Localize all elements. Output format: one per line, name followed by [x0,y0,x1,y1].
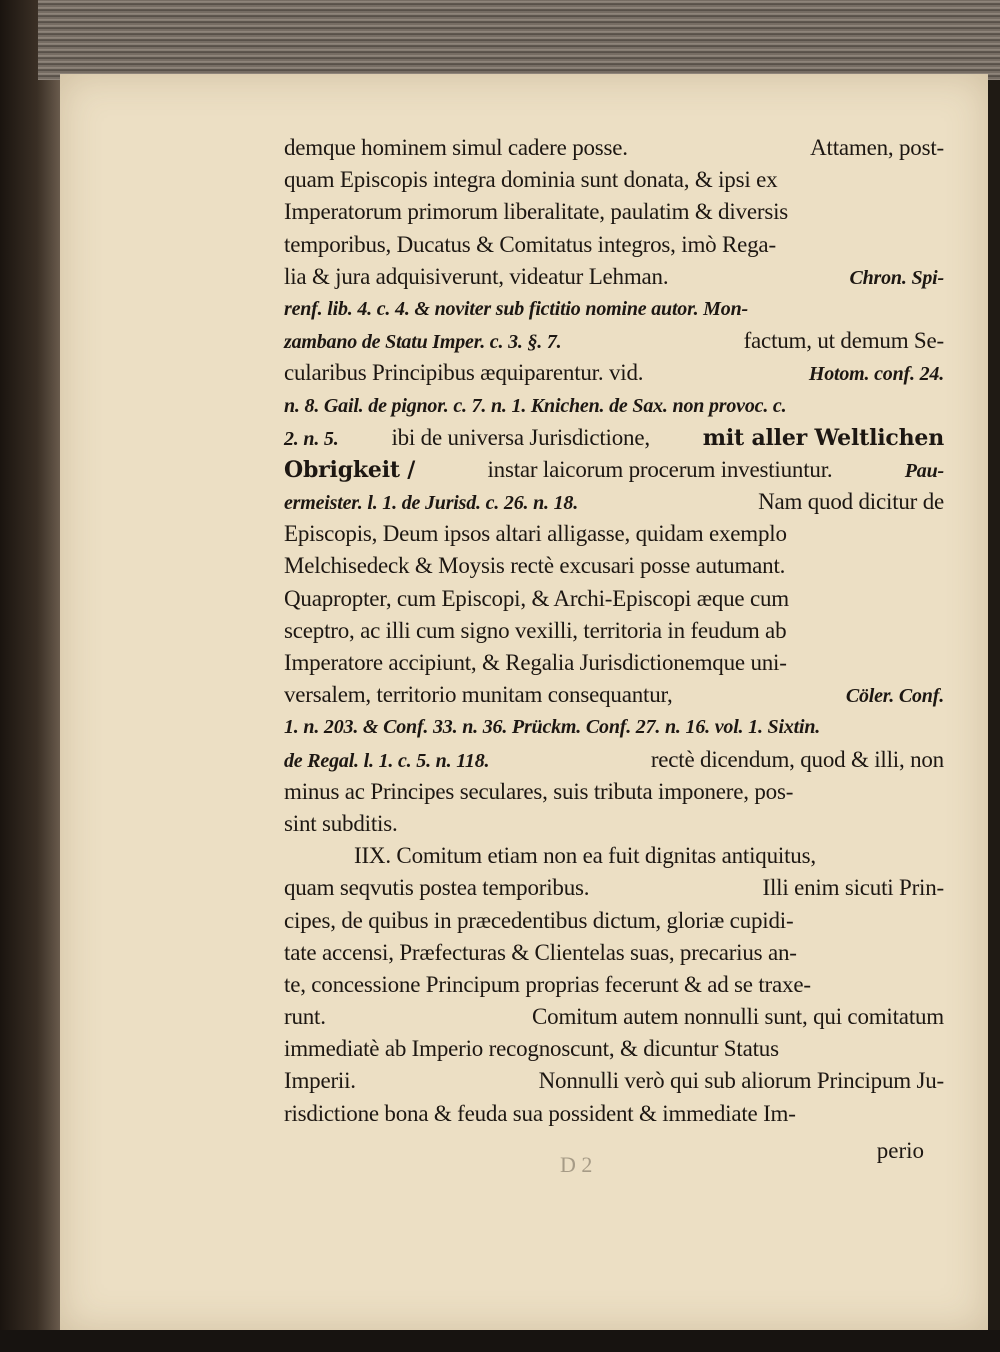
text-segment: zambano de Statu Imper. c. 3. §. 7. [284,331,562,354]
text-segment: Quapropter, cum Episcopi, & Archi-Episcopi æque cum [284,585,789,611]
text-segment: ibi de universa Jurisdictione, [391,424,650,450]
text-segment: tate accensi, Præfecturas & Clientelas suas, precarius an- [284,939,797,965]
text-line [284,808,944,840]
text-segment: runt. [284,1004,326,1030]
text-segment: temporibus, Ducatus & Comitatus integros, imò Rega- [284,231,776,257]
text-line [284,293,944,325]
text-line [284,905,944,937]
text-segment: demque hominem simul cadere posse. [284,135,628,160]
text-segment: sint subditis. [284,810,398,836]
text-line [284,647,944,679]
text-line [284,229,944,261]
text-segment: Comitum autem nonnulli sunt, qui comitatum [532,1004,944,1030]
text-line [284,132,944,164]
text-segment: quam Episcopis integra dominia sunt donata, & ipsi ex [284,167,778,193]
text-line [284,1098,944,1130]
text-segment: rectè dicendum, quod & illi, non [650,746,944,772]
text-segment: Attamen, post- [810,135,944,160]
text-segment: ermeister. l. 1. de Jurisd. c. 26. n. 18. [284,492,579,515]
text-segment: IIX. Comitum etiam non ea fuit dignitas antiquitus, [354,843,816,869]
text-segment: risdictione bona & feuda sua possident & immediate Im- [284,1100,796,1126]
text-segment: Cöler. Conf. [845,685,944,708]
text-segment: 2. n. 5. [284,427,339,450]
text-segment: Imperii. [284,1068,356,1094]
text-segment: Melchisedeck & Moysis rectè excusari posse autumant. [284,553,786,579]
text-line [284,937,944,969]
text-segment: immediatè ab Imperio recognoscunt, & dicuntur Status [284,1036,779,1062]
text-segment: quam seqvutis postea temporibus. [284,875,590,901]
text-segment: cularibus Principibus æquiparentur. vid. [284,360,644,386]
text-line [284,744,944,776]
text-segment: Nam quod dicitur de [758,489,944,515]
text-segment: de Regal. l. 1. c. 5. n. 118. [284,749,490,772]
text-segment: cipes, de quibus in præcedentibus dictum, gloriæ cupidi- [284,907,794,933]
text-line [284,679,944,711]
text-line [284,390,944,422]
text-line [284,776,944,808]
text-line [284,261,944,293]
text-segment: mit aller Weltlichen [702,424,944,451]
text-line [284,196,944,228]
text-line [284,325,944,357]
text-line [284,711,944,743]
text-line [284,1033,944,1065]
text-line [284,615,944,647]
text-line [284,422,944,454]
text-segment: minus ac Principes seculares, suis tributa imponere, pos- [284,778,794,804]
text-line [284,454,944,486]
text-segment: Pau- [904,459,944,482]
text-segment: instar laicorum procerum investiuntur. [487,456,833,482]
text-segment: Imperatore accipiunt, & Regalia Jurisdictionemque uni- [284,650,787,675]
text-line [284,357,944,389]
text-line [284,1065,944,1097]
text-segment: Chron. Spi- [849,266,944,289]
text-segment: te, concessione Principum proprias fecerunt & ad se traxe- [284,971,811,997]
bottom-band [0,1330,1000,1352]
text-segment: Nonnulli verò qui sub aliorum Principum Ju- [538,1068,944,1094]
text-segment: Episcopis, Deum ipsos altari alligasse, quidam exemplo [284,521,787,547]
catchword: perio [876,1138,924,1163]
text-line [284,583,944,615]
text-segment: 1. n. 203. & Conf. 33. n. 36. Prückm. Conf. 27. n. 16. vol. 1. Sixtin. [284,716,821,739]
text-segment: Obrigkeit / [284,456,416,483]
text-segment: Hotom. conf. 24. [808,363,944,386]
text-line [284,486,944,518]
text-segment: Imperatorum primorum liberalitate, paulatim & diversis [284,199,789,225]
text-line [284,1001,944,1033]
book-gutter-shadow [0,0,62,1352]
text-segment: lia & jura adquisiverunt, videatur Lehman. [284,263,669,289]
text-line [284,969,944,1001]
text-segment: versalem, territorio munitam consequantur, [284,682,673,708]
body-text [284,132,944,1130]
text-segment: factum, ut demum Se- [743,328,944,354]
catchword-row [284,1138,944,1170]
text-segment: renf. lib. 4. c. 4. & noviter sub fictitio nomine autor. Mon- [284,297,748,320]
text-line [284,872,944,904]
signature-mark: D 2 [560,1152,593,1177]
text-line [284,840,944,872]
text-line [284,550,944,582]
text-line [284,518,944,550]
text-segment: n. 8. Gail. de pignor. c. 7. n. 1. Knichen. de Sax. non provoc. c. [284,394,787,417]
text-segment: sceptro, ac illi cum signo vexilli, territoria in feudum ab [284,617,787,643]
text-line [284,164,944,196]
page-edges [38,0,1000,80]
text-segment: Illi enim sicuti Prin- [762,875,944,901]
